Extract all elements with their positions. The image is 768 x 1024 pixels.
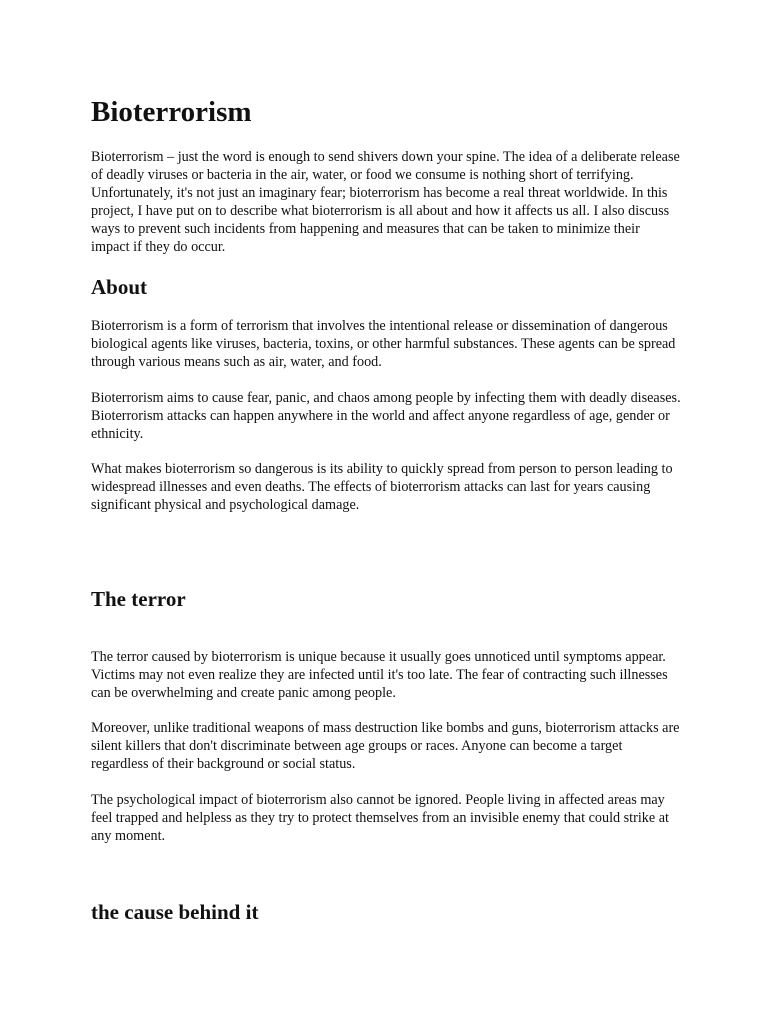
page-title: Bioterrorism [91, 96, 252, 128]
section-heading-cause: the cause behind it [91, 900, 259, 924]
terror-paragraph-2: Moreover, unlike traditional weapons of mass destruction like bombs and guns, bioterrorism attacks are silent killers that don't discriminate between age groups or races. Anyone can become a target regardless of their background or social status. [91, 720, 680, 772]
intro-paragraph: Bioterrorism – just the word is enough to send shivers down your spine. The idea of a deliberate release of deadly viruses or bacteria in the air, water, or food we consume is nothing short of terrifying. Unfortunately, it's not just an imaginary fear; bioterrorism has become a real threat worldwide. In this project, I have put on to describe what bioterrorism is all about and how it affects us all. I also discuss ways to prevent such incidents from happening and measures that can be taken to minimize their impact if they do occur. [91, 149, 680, 255]
section-heading-terror: The terror [91, 587, 186, 611]
about-paragraph-1: Bioterrorism is a form of terrorism that involves the intentional release or dissemination of dangerous biological agents like viruses, bacteria, toxins, or other harmful substances. These agents can be spread through various means such as air, water, and food. [91, 318, 676, 370]
terror-paragraph-3: The psychological impact of bioterrorism also cannot be ignored. People living in affected areas may feel trapped and helpless as they try to protect themselves from an invisible enemy that could strike at any moment. [91, 792, 669, 844]
about-paragraph-2: Bioterrorism aims to cause fear, panic, and chaos among people by infecting them with deadly diseases. Bioterrorism attacks can happen anywhere in the world and affect anyone regardless of age, gender or ethnicity. [91, 390, 681, 442]
about-paragraph-3: What makes bioterrorism so dangerous is its ability to quickly spread from person to person leading to widespread illnesses and even deaths. The effects of bioterrorism attacks can last for years causing significant physical and psychological damage. [91, 461, 673, 513]
terror-paragraph-1: The terror caused by bioterrorism is unique because it usually goes unnoticed until symptoms appear. Victims may not even realize they are infected until it's too late. The fear of contracting such illnesses can be overwhelming and create panic among people. [91, 649, 668, 701]
section-heading-about: About [91, 275, 148, 299]
